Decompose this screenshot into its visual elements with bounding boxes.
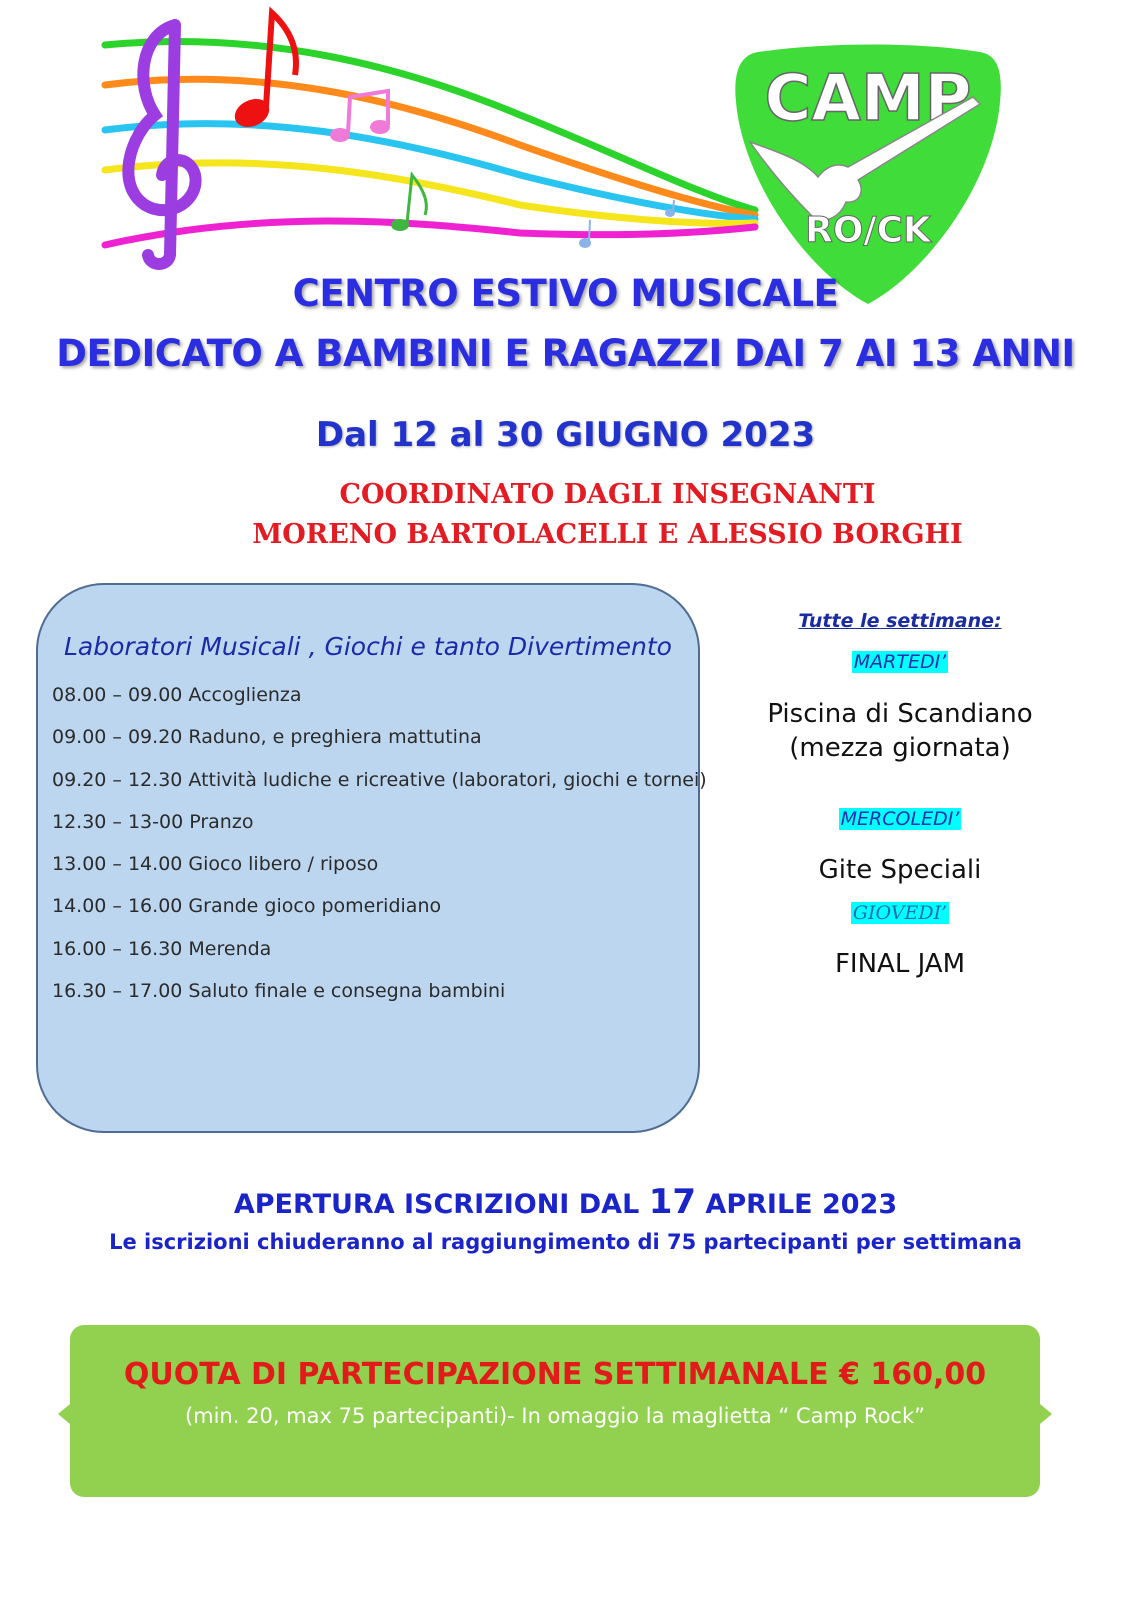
music-staff-illustration [100, 5, 760, 270]
title-line-1: CENTRO ESTIVO MUSICALE [292, 272, 839, 315]
day-label-wednesday: MERCOLEDI’ [840, 808, 960, 830]
schedule-row: 14.00 – 16.00 Grande gioco pomeridiano [52, 895, 442, 917]
schedule-row: 12.30 – 13-00 Pranzo [52, 811, 254, 833]
tuesday-activity-line-2: (mezza giornata) [789, 733, 1011, 763]
title-line-2: DEDICATO A BAMBINI E RAGAZZI DAI 7 AI 13 ANNI [56, 332, 1075, 375]
schedule-row: 16.30 – 17.00 Saluto finale e consegna bambini [52, 980, 506, 1002]
wednesday-activity: Gite Speciali [818, 855, 982, 885]
registration-opening [0, 1182, 1131, 1222]
coordinators-line-2: MORENO BARTOLACELLI E ALESSIO BORGHI [252, 519, 963, 550]
quota-box-notch-left [58, 1404, 70, 1424]
day-label-tuesday: MARTEDI’ [853, 651, 947, 673]
weekly-header: Tutte le settimane: [798, 610, 1002, 632]
schedule-row: 09.00 – 09.20 Raduno, e preghiera mattutina [52, 726, 482, 748]
thursday-activity: FINAL JAM [834, 949, 966, 979]
logo-text-rock: RO/CK [805, 210, 931, 251]
schedule-row: 08.00 – 09.00 Accoglienza [52, 684, 302, 706]
schedule-title: Laboratori Musicali , Giochi e tanto Divertimento [64, 632, 672, 661]
registration-prefix: APERTURA ISCRIZIONI DAL [233, 1189, 640, 1220]
quota-title: QUOTA DI PARTECIPAZIONE SETTIMANALE € 160,00 [123, 1357, 987, 1392]
day-label-thursday: GIOVEDI’ [852, 902, 948, 924]
logo-text-camp: CAMP [764, 62, 972, 136]
tuesday-activity-line-1: Piscina di Scandiano [767, 699, 1033, 729]
schedule-row: 16.00 – 16.30 Merenda [52, 938, 272, 960]
coordinators-line-1: COORDINATO DAGLI INSEGNANTI [339, 479, 876, 510]
schedule-row: 13.00 – 14.00 Gioco libero / riposo [52, 853, 379, 875]
quota-box-notch-right [1040, 1404, 1052, 1424]
registration-note: Le iscrizioni chiuderanno al raggiungimento di 75 partecipanti per settimana [109, 1230, 1022, 1254]
quota-subtitle: (min. 20, max 75 partecipanti)- In omaggio la maglietta “ Camp Rock” [184, 1404, 926, 1428]
schedule-row: 09.20 – 12.30 Attività ludiche e ricreative (laboratori, giochi e tornei) [52, 769, 707, 791]
registration-day: 17 [648, 1182, 697, 1222]
music-note-icon [230, 13, 296, 132]
registration-suffix: APRILE 2023 [705, 1189, 898, 1220]
dates-heading: Dal 12 al 30 GIUGNO 2023 [315, 415, 816, 455]
